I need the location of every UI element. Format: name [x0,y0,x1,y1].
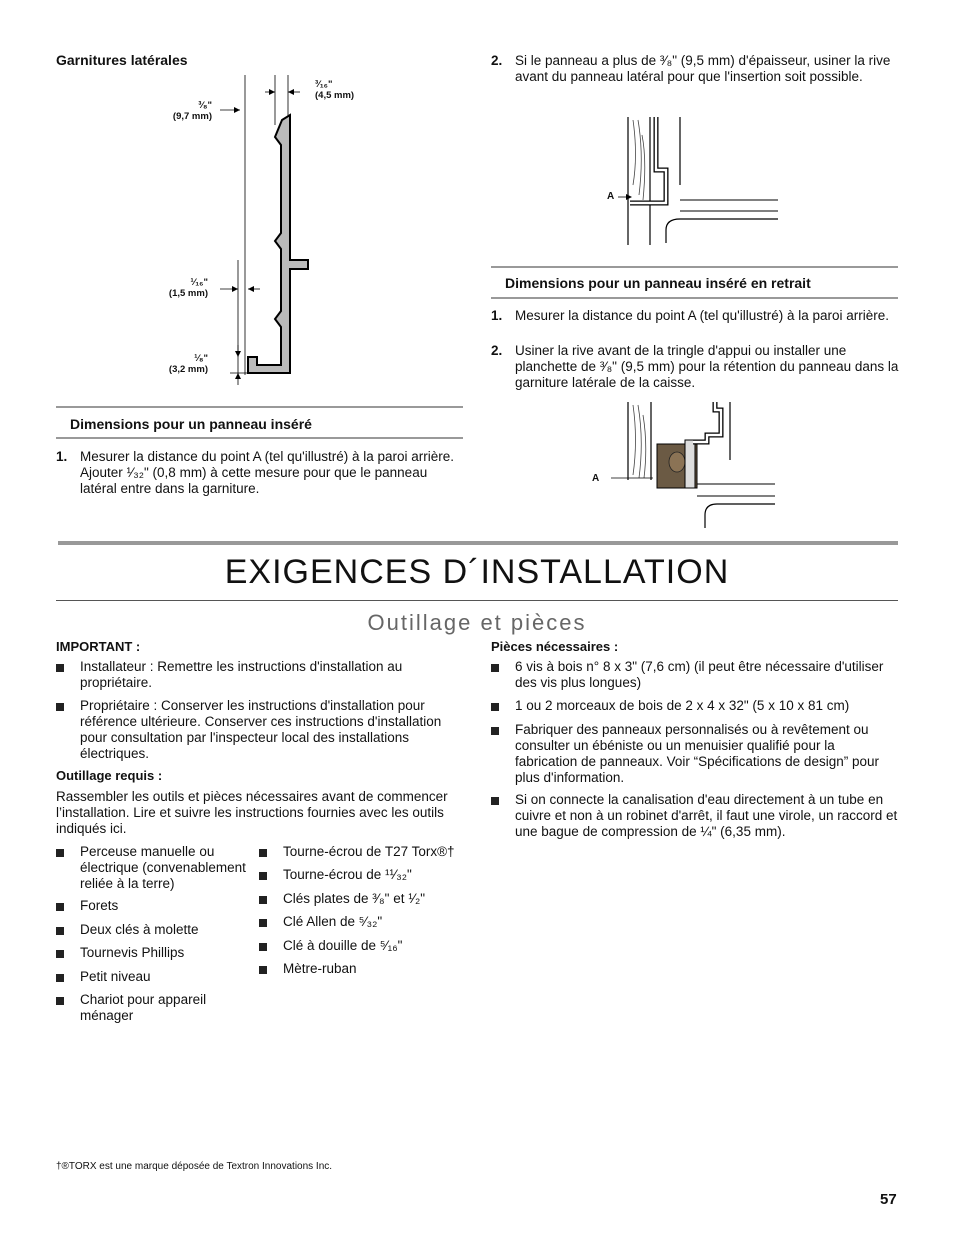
sub-title: Outillage et pièces [367,610,587,635]
pieces-title: Pièces nécessaires : [491,639,619,654]
retrait-title: Dimensions pour un panneau inséré en retrait [505,275,811,291]
retrait-step1: Mesurer la distance du point A (tel qu'illustré) à la paroi arrière. [515,308,890,323]
panel-diagram-2 [605,400,785,535]
insere-step1: Mesurer la distance du point A (tel qu'illustré) à la paroi arrière. Ajouter ¹⁄₃₂" (0,8 mm) à cette mesure pour que le panneau latéral entre dans la garniture. [80,449,455,496]
dim-label-3: ¹⁄₁₆" (1,5 mm) [168,277,208,299]
label-a: A [607,191,615,202]
dim-label-2: ³⁄₁₆" (4,5 mm) [315,79,355,101]
important-title: IMPORTANT : [56,639,141,654]
divider [491,266,898,268]
retrait-step2: Usiner la rive avant de la tringle d'appui ou installer une planchette de ³⁄₈" (9,5 mm) pour la rétention du panneau dans la garniture latérale de la caisse. [515,343,899,390]
step-number: 1. [56,449,68,464]
divider [491,297,898,299]
insere-title: Dimensions pour un panneau inséré [70,416,312,432]
garnitures-title: Garnitures latérales [56,52,188,68]
right-step2: Si le panneau a plus de ³⁄₈" (9,5 mm) d'épaisseur, usiner la rive avant du panneau latéral pour que l'insertion soit possible. [515,53,891,84]
panel-diagram-1 [600,115,780,245]
label-a: A [592,473,600,484]
outillage-intro: Rassembler les outils et pièces nécessaires avant de commencer l’installation. Lire et suivre les instructions fournies avec les outils indiqués ici. [56,789,448,836]
step-number: 2. [491,53,503,68]
dim-label-1: ³⁄₈" (9,7 mm) [172,100,212,122]
page-number: 57 [880,1191,897,1208]
divider [56,437,463,439]
step-number: 1. [491,308,503,323]
title-rule [58,541,898,545]
main-title: EXIGENCES D´INSTALLATION [224,553,730,591]
outillage-title: Outillage requis : [56,768,163,783]
title-rule [56,600,898,601]
footnote: †®TORX est une marque déposée de Textron Innovations Inc. [56,1161,333,1172]
step-number: 2. [491,343,503,358]
dim-label-4: ¹⁄₈" (3,2 mm) [168,353,208,375]
divider [56,406,463,408]
